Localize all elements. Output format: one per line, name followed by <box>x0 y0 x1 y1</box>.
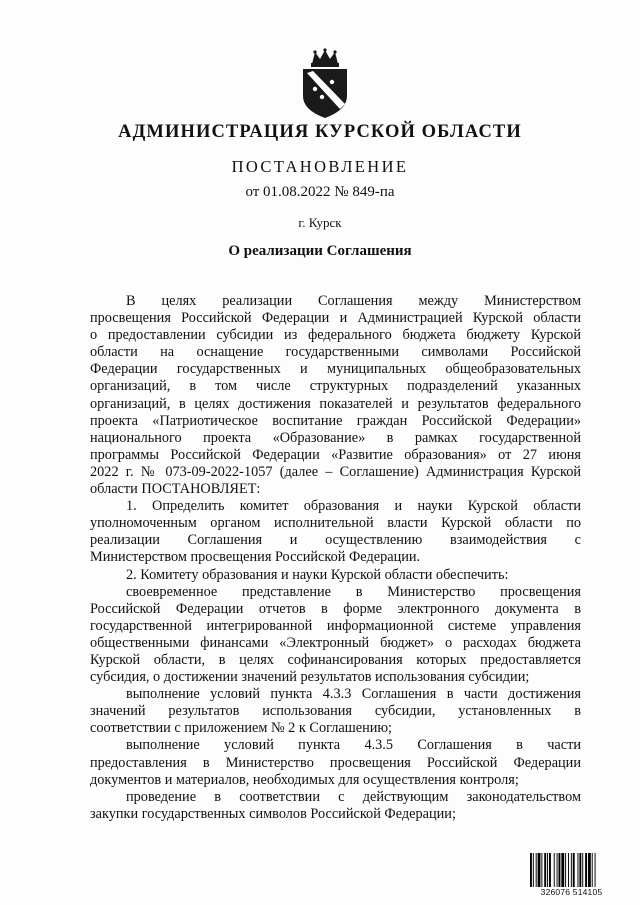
paragraph-2-line: реализации Соглашения и осуществлению взаимодействия с <box>90 532 581 549</box>
paragraph-4-line: общественными финансами «Электронный бюджет» о расходах бюджета <box>90 634 581 651</box>
barcode-number: 326076 514105 <box>540 887 603 897</box>
document-city: г. Курск <box>298 215 342 230</box>
paragraph-6-line: документов и материалов, необходимых для осуществления контроля; <box>90 771 519 788</box>
paragraph-5-line: выполнение условий пункта 4.3.3 Соглашения в части достижения <box>126 686 581 703</box>
paragraph-1-line: В целях реализации Соглашения между Министерством <box>126 293 581 309</box>
paragraph-2-line: уполномоченным органом исполнительной власти Курской области по <box>90 515 581 532</box>
paragraph-1-line: проекта «Патриотическое воспитание граждан Российской Федерации» <box>90 412 581 429</box>
paragraph-6-line: предоставления в Министерство просвещения Российской Федерации <box>90 754 581 771</box>
paragraph-1-line: Федерации государственных и муниципальных общеобразовательных <box>90 361 581 378</box>
paragraph-6-line: выполнение условий пункта 4.3.5 Соглашения в части <box>126 737 581 754</box>
paragraph-1-line: области ПОСТАНОВЛЯЕТ: <box>90 481 261 498</box>
organization-title: АДМИНИСТРАЦИЯ КУРСКОЙ ОБЛАСТИ <box>118 122 522 142</box>
paragraph-7-line: проведение в соответствии с действующим законодательством <box>126 788 581 805</box>
document-date-number: от 01.08.2022 № 849-па <box>245 184 395 200</box>
paragraph-7-line: закупки государственных символов Российской Федерации; <box>90 805 456 822</box>
paragraph-4-line: Курской области, в целях софинансирования которых предоставляется <box>90 651 581 668</box>
document-body <box>90 293 581 823</box>
paragraph-4-line: государственной интегрированной информационной системе управления <box>90 617 581 634</box>
paragraph-3-line: 2. Комитету образования и науки Курской области обеспечить: <box>126 566 509 583</box>
document-subject: О реализации Соглашения <box>228 243 412 259</box>
paragraph-1-line: о предоставлении субсидии из федерального бюджета бюджету Курской <box>90 327 581 344</box>
paragraph-1-line: просвещения Российской Федерации и Администрацией Курской области <box>90 310 581 327</box>
paragraph-1-line: национального проекта «Образование» в рамках государственной <box>90 429 581 446</box>
paragraph-2-line: 1. Определить комитет образования и науки Курской области <box>126 498 581 515</box>
paragraph-4-line: своевременное представление в Министерство просвещения <box>126 583 581 600</box>
paragraph-5-line: соответствии с приложением № 2 к Соглашению; <box>90 720 393 737</box>
paragraph-5-line: значений результатов использования субсидии, установленных в <box>90 703 581 720</box>
paragraph-1-line: организаций, в целях достижения показателей и результатов федерального <box>90 395 581 412</box>
document-type: ПОСТАНОВЛЕНИЕ <box>231 157 409 176</box>
paragraph-4-line: Российской Федерации отчетов в форме электронного документа в <box>90 600 581 617</box>
barcode-icon <box>530 853 613 887</box>
barcode <box>530 853 613 897</box>
paragraph-4-line: субсидия, о достижении значений результатов использования субсидии; <box>90 669 530 686</box>
paragraph-2-line: Министерством просвещения Российской Федерации. <box>90 549 421 566</box>
coat-of-arms-icon <box>295 48 355 120</box>
paragraph-1-line: организаций, в том числе структурных подразделений указанных <box>90 378 581 395</box>
paragraph-1-line: области на оснащение государственными символами Российской <box>90 344 581 361</box>
paragraph-1-line: 2022 г. № 073-09-2022-1057 (далее – Соглашение) Администрация Курской <box>90 463 581 480</box>
paragraph-1-line: программы Российской Федерации «Развитие образования» от 27 июня <box>90 446 581 463</box>
